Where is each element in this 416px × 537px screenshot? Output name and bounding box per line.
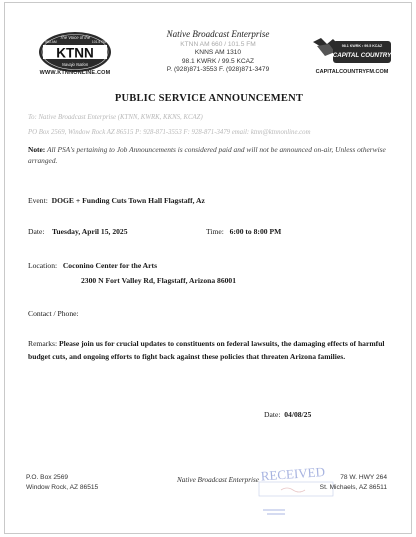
note-paragraph — [28, 144, 398, 166]
date-label: Date: — [28, 227, 45, 236]
remarks-text: Please join us for crucial updates to constituents on federal lawsuits, the damaging effects of harmful budget cuts, and ongoing efforts to fight back against these policies that threaten Arizona families. — [28, 339, 385, 361]
note-label: Note: — [28, 145, 46, 154]
footer-street: 78 W. HWY 264 — [340, 474, 387, 481]
header-station-line-3: 98.1 KWRK / 99.5 KCAZ — [181, 58, 255, 65]
ktnn-url: WWW.KTNNONLINE.COM — [39, 70, 111, 76]
time-field — [206, 227, 281, 236]
received-stamp-text: RECEIVED — [260, 464, 326, 484]
header-station-line-1: KTNN AM 660 / 101.5 FM — [180, 41, 256, 48]
contact-field — [28, 309, 79, 318]
location-address-value: 2300 N Fort Valley Rd, Flagstaff, Arizona 86001 — [81, 276, 237, 285]
ktnn-logo-top-text: The Voice of the — [59, 35, 91, 40]
note-text: All PSA's pertaining to Job Announcements is considered paid and will not be announced on-air, Unless otherwise arranged. — [28, 145, 386, 165]
capital-country-logo-brand: CAPITAL COUNTRY — [332, 52, 392, 59]
psa-document-page — [4, 2, 412, 534]
location-label: Location: — [28, 261, 58, 270]
footer-right-address — [307, 473, 387, 493]
footer-org-name: Native Broadcast Enterprise — [177, 476, 259, 484]
faint-to-line: To: Native Broadcast Enterprise (KTNN, KWRK, KKNS, KCAZ) — [28, 114, 203, 121]
capital-country-url: CAPITALCOUNTRYFM.COM — [315, 69, 389, 75]
capital-country-logo-freq: 98.1 KWRK • 99.5 KCAZ — [341, 44, 383, 48]
event-value: DOGE + Funding Cuts Town Hall Flagstaff, Az — [51, 196, 205, 205]
footer-left-address — [26, 473, 98, 493]
signed-date-field — [264, 410, 311, 419]
date-value: Tuesday, April 15, 2025 — [52, 227, 128, 236]
header-org-name: Native Broadcast Enterprise — [166, 29, 270, 39]
time-label: Time: — [206, 227, 224, 236]
remarks-paragraph — [28, 338, 393, 363]
footer-city-right: St. Michaels, AZ 86511 — [319, 484, 387, 491]
capital-country-logo — [309, 34, 393, 68]
remarks-label: Remarks: — [28, 339, 58, 348]
header-phone-line: P. (928)871-3553 F. (928)871-3479 — [166, 66, 270, 73]
ktnn-logo-freq-left: 660 AM — [45, 40, 57, 44]
date-field — [28, 227, 128, 236]
location-address — [81, 276, 236, 285]
location-venue: Coconino Center for the Arts — [62, 261, 158, 270]
faint-address-line: PO Box 2569, Window Rock AZ 86515 P: 928-871-3553 F: 928-871-3479 email: ktnn@ktnnonline.com — [28, 129, 311, 136]
ktnn-logo-freq-right: 101.5 FM — [91, 40, 107, 44]
footer-po-box: P.O. Box 2569 — [26, 474, 69, 481]
signed-date-value: 04/08/25 — [284, 410, 312, 419]
ktnn-logo-bottom-text: Navajo Nation — [61, 62, 89, 67]
document-title: PUBLIC SERVICE ANNOUNCEMENT — [114, 93, 304, 104]
event-label: Event: — [28, 196, 48, 205]
contact-label: Contact / Phone: — [28, 309, 79, 318]
event-field — [28, 196, 205, 205]
signed-date-label: Date: — [264, 410, 281, 419]
footer-city-left: Window Rock, AZ 86515 — [26, 484, 99, 491]
time-value: 6:00 to 8:00 PM — [229, 227, 282, 236]
location-field — [28, 261, 157, 270]
ktnn-logo-brand: KTNN — [56, 45, 94, 61]
header-station-line-2: KNNS AM 1310 — [194, 49, 242, 56]
